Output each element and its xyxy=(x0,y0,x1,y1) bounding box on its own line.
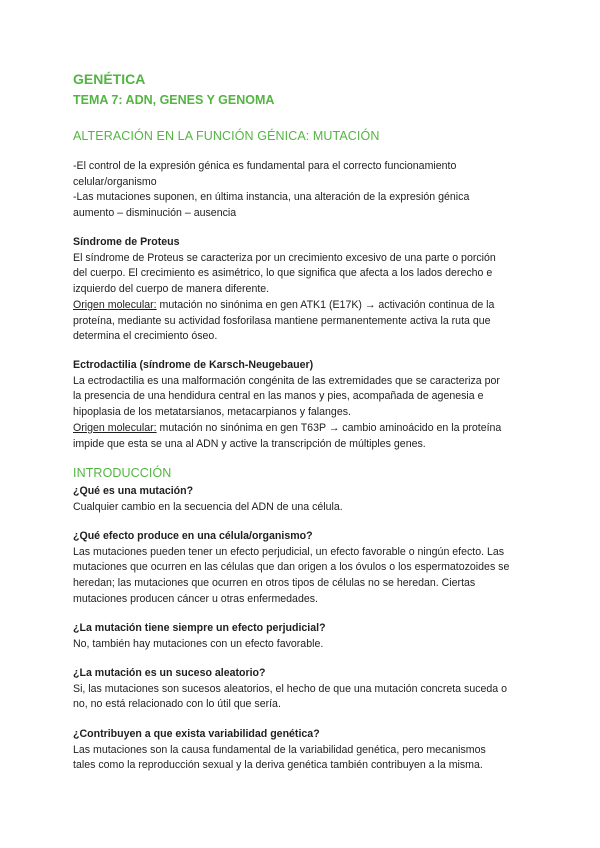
ectrodactilia-block xyxy=(73,358,533,452)
qa-answer-line: mutaciones que ocurren en las células que dan origen a los óvulos o los espermatozoides se xyxy=(73,561,510,574)
qa-question: ¿Contribuyen a que exista variabilidad genética? xyxy=(73,728,320,740)
mutation-intro-paragraph xyxy=(73,159,533,222)
text-line: del cuerpo. El crecimiento es asimétrico, lo que significa que afecta a los lados derecho e xyxy=(73,267,493,280)
qa-item xyxy=(73,727,533,774)
ectrodactilia-title: Ectrodactilia (síndrome de Karsch-Neugebauer) xyxy=(73,359,314,371)
qa-question: ¿Qué es una mutación? xyxy=(73,485,194,497)
qa-question: ¿La mutación es un suceso aleatorio? xyxy=(73,667,266,679)
qa-question: ¿Qué efecto produce en una célula/organismo? xyxy=(73,530,313,542)
qa-answer-line: Las mutaciones son la causa fundamental de la variabilidad genética, pero mecanismos xyxy=(73,743,486,756)
qa-answer-line: tales como la reproducción sexual y la deriva genética también contribuyen a la misma. xyxy=(73,759,483,772)
qa-answer-line: no, no está relacionado con lo útil que sería. xyxy=(73,698,281,711)
text-line: -El control de la expresión génica es fundamental para el correcto funcionamiento xyxy=(73,160,457,172)
qa-answer-line: heredan; las mutaciones que ocurren en otros tipos de células no se heredan. Ciertas xyxy=(73,577,476,590)
document-title: GENÉTICA xyxy=(73,71,146,87)
proteus-block xyxy=(73,235,533,345)
text-line: La ectrodactilia es una malformación congénita de las extremidades que se caracteriza por xyxy=(73,374,500,387)
qa-item xyxy=(73,621,533,652)
origin-text: mutación no sinónima en gen T63P → cambio aminoácido en la proteína xyxy=(156,421,502,434)
qa-answer-line: Si, las mutaciones son sucesos aleatorios, el hecho de que una mutación concreta suceda o xyxy=(73,682,508,695)
qa-answer-line: Las mutaciones pueden tener un efecto perjudicial, un efecto favorable o ningún efecto. Las xyxy=(73,545,505,558)
section-heading-mutation: ALTERACIÓN EN LA FUNCIÓN GÉNICA: MUTACIÓN xyxy=(73,129,380,143)
text-line: -Las mutaciones suponen, en última instancia, una alteración de la expresión génica xyxy=(73,191,470,204)
section-heading-introduccion: INTRODUCCIÓN xyxy=(73,466,172,480)
qa-item xyxy=(73,666,533,713)
qa-answer-line: Cualquier cambio en la secuencia del ADN de una célula. xyxy=(73,500,343,513)
text-line: izquierdo del cuerpo de manera diferente. xyxy=(73,283,270,296)
origin-label: Origen molecular: xyxy=(73,421,157,434)
document-subtitle: TEMA 7: ADN, GENES Y GENOMA xyxy=(73,93,275,107)
qa-question: ¿La mutación tiene siempre un efecto perjudicial? xyxy=(73,622,326,634)
origin-label: Origen molecular: xyxy=(73,298,157,311)
qa-item xyxy=(73,529,533,608)
qa-item xyxy=(73,484,533,515)
text-line: El síndrome de Proteus se caracteriza por un crecimiento excesivo de una parte o porción xyxy=(73,251,496,264)
qa-answer-line: No, también hay mutaciones con un efecto favorable. xyxy=(73,637,324,650)
text-line: proteína, mediante su actividad fosforilasa mantiene permanentemente activa la ruta que xyxy=(73,314,491,327)
text-line: celular/organismo xyxy=(73,175,157,188)
text-line: hipoplasia de los metatarsianos, metacarpianos y falanges. xyxy=(73,406,351,419)
ectrodactilia-origin-line xyxy=(73,421,533,437)
text-line: determina el crecimiento óseo. xyxy=(73,330,218,343)
proteus-title: Síndrome de Proteus xyxy=(73,236,180,248)
text-line: la presencia de una hendidura central en las manos y pies, acompañada de agenesia e xyxy=(73,390,484,403)
text-line: impide que esta se una al ADN y active la transcripción de múltiples genes. xyxy=(73,437,426,450)
qa-answer-line: mutaciones producen cáncer u otras enfermedades. xyxy=(73,592,318,605)
proteus-origin-line xyxy=(73,298,533,314)
origin-text: mutación no sinónima en gen ATK1 (E17K) → activación continua de la xyxy=(156,298,495,311)
text-line: aumento – disminución – ausencia xyxy=(73,207,237,220)
